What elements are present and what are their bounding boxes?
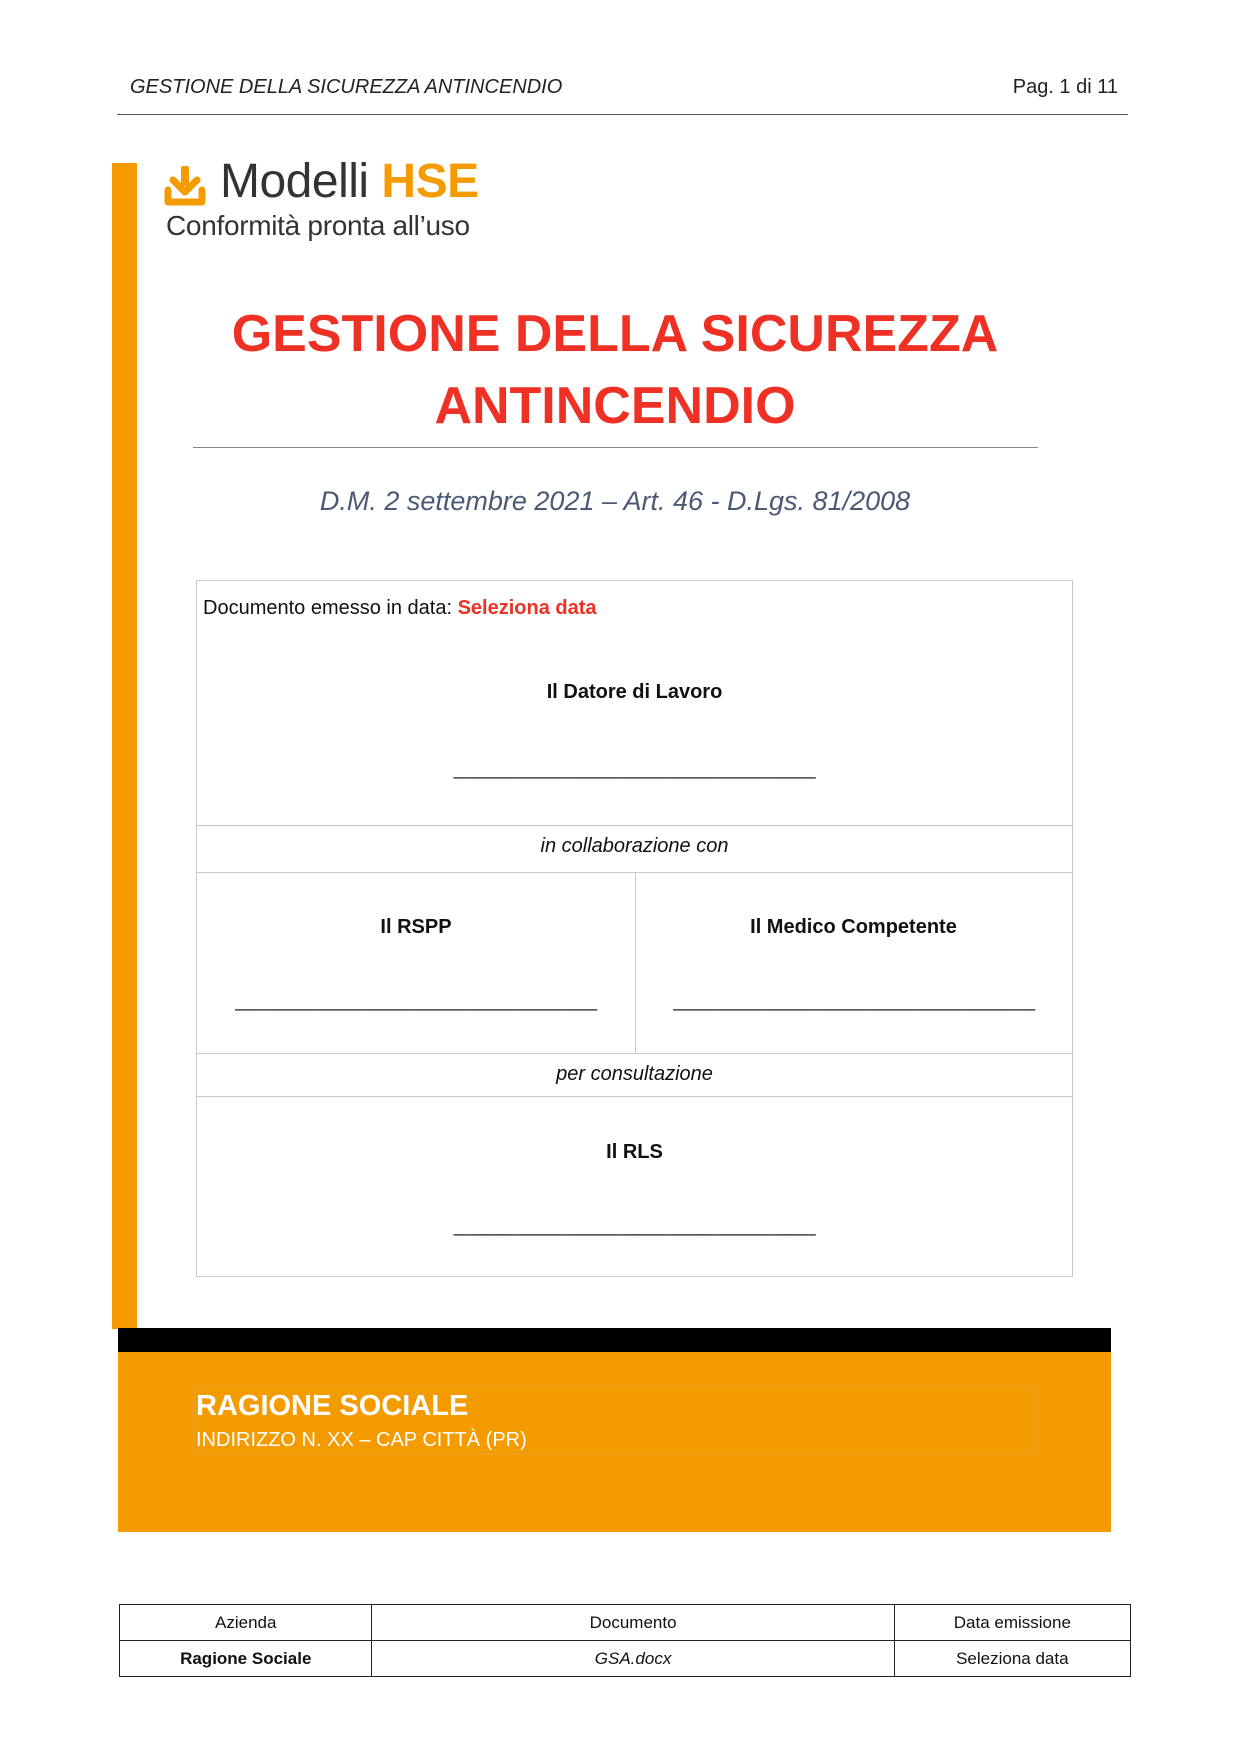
- table-column-divider: [635, 872, 636, 1053]
- table-row: [120, 1641, 1131, 1677]
- issue-date-value[interactable]: Seleziona data: [457, 597, 597, 619]
- header-divider: [117, 114, 1128, 115]
- cell-company[interactable]: Ragione Sociale: [120, 1641, 372, 1677]
- logo-brand-name: Modelli: [220, 155, 369, 208]
- document-subtitle: D.M. 2 settembre 2021 – Art. 46 - D.Lgs. 81/2008: [319, 486, 911, 516]
- rspp-label: Il RSPP: [380, 916, 452, 938]
- page-number: Pag. 1 di 11: [1012, 76, 1118, 98]
- table-divider: [197, 825, 1072, 826]
- company-band-top-stripe: [118, 1328, 1111, 1352]
- document-title: [170, 298, 1060, 442]
- side-accent-bar: [112, 163, 137, 1329]
- header-document: Documento: [372, 1605, 894, 1641]
- employer-label: Il Datore di Lavoro: [546, 681, 723, 703]
- logo-tagline: Conformità pronta all’uso: [166, 210, 470, 241]
- running-header-title: GESTIONE DELLA SICUREZZA ANTINCENDIO: [130, 76, 563, 98]
- employer-signature-line[interactable]: ______________________________________: [453, 759, 816, 779]
- cell-issue-date[interactable]: Seleziona data: [894, 1641, 1130, 1677]
- table-row: [120, 1605, 1131, 1641]
- issue-date-row: [203, 597, 597, 620]
- company-address[interactable]: INDIRIZZO N. XX – CAP CITTÀ (PR): [196, 1429, 527, 1451]
- doctor-label: Il Medico Competente: [750, 916, 957, 938]
- issue-date-label: Documento emesso in data:: [203, 597, 453, 619]
- logo-wordmark: [220, 154, 479, 210]
- header-company: Azienda: [120, 1605, 372, 1641]
- download-icon: [164, 164, 206, 208]
- logo-brand-suffix: HSE: [381, 155, 479, 208]
- cell-document: GSA.docx: [372, 1641, 894, 1677]
- table-divider: [197, 1053, 1072, 1054]
- doctor-signature-line[interactable]: ______________________________________: [673, 991, 1035, 1011]
- rls-signature-line[interactable]: ______________________________________: [453, 1216, 816, 1236]
- document-title-line1: GESTIONE DELLA SICUREZZA: [231, 305, 999, 363]
- header-issue-date: Data emissione: [894, 1605, 1130, 1641]
- signature-table: [196, 580, 1073, 1277]
- table-divider: [197, 1096, 1072, 1097]
- consultation-note: per consultazione: [556, 1063, 713, 1085]
- rspp-signature-line[interactable]: ______________________________________: [235, 991, 597, 1011]
- collaboration-note: in collaborazione con: [540, 835, 729, 857]
- title-divider: [193, 447, 1038, 448]
- document-info-table: [119, 1604, 1131, 1677]
- company-name[interactable]: RAGIONE SOCIALE: [196, 1390, 469, 1422]
- document-title-line2: ANTINCENDIO: [434, 377, 796, 435]
- rls-label: Il RLS: [606, 1141, 663, 1163]
- logo: [164, 155, 504, 248]
